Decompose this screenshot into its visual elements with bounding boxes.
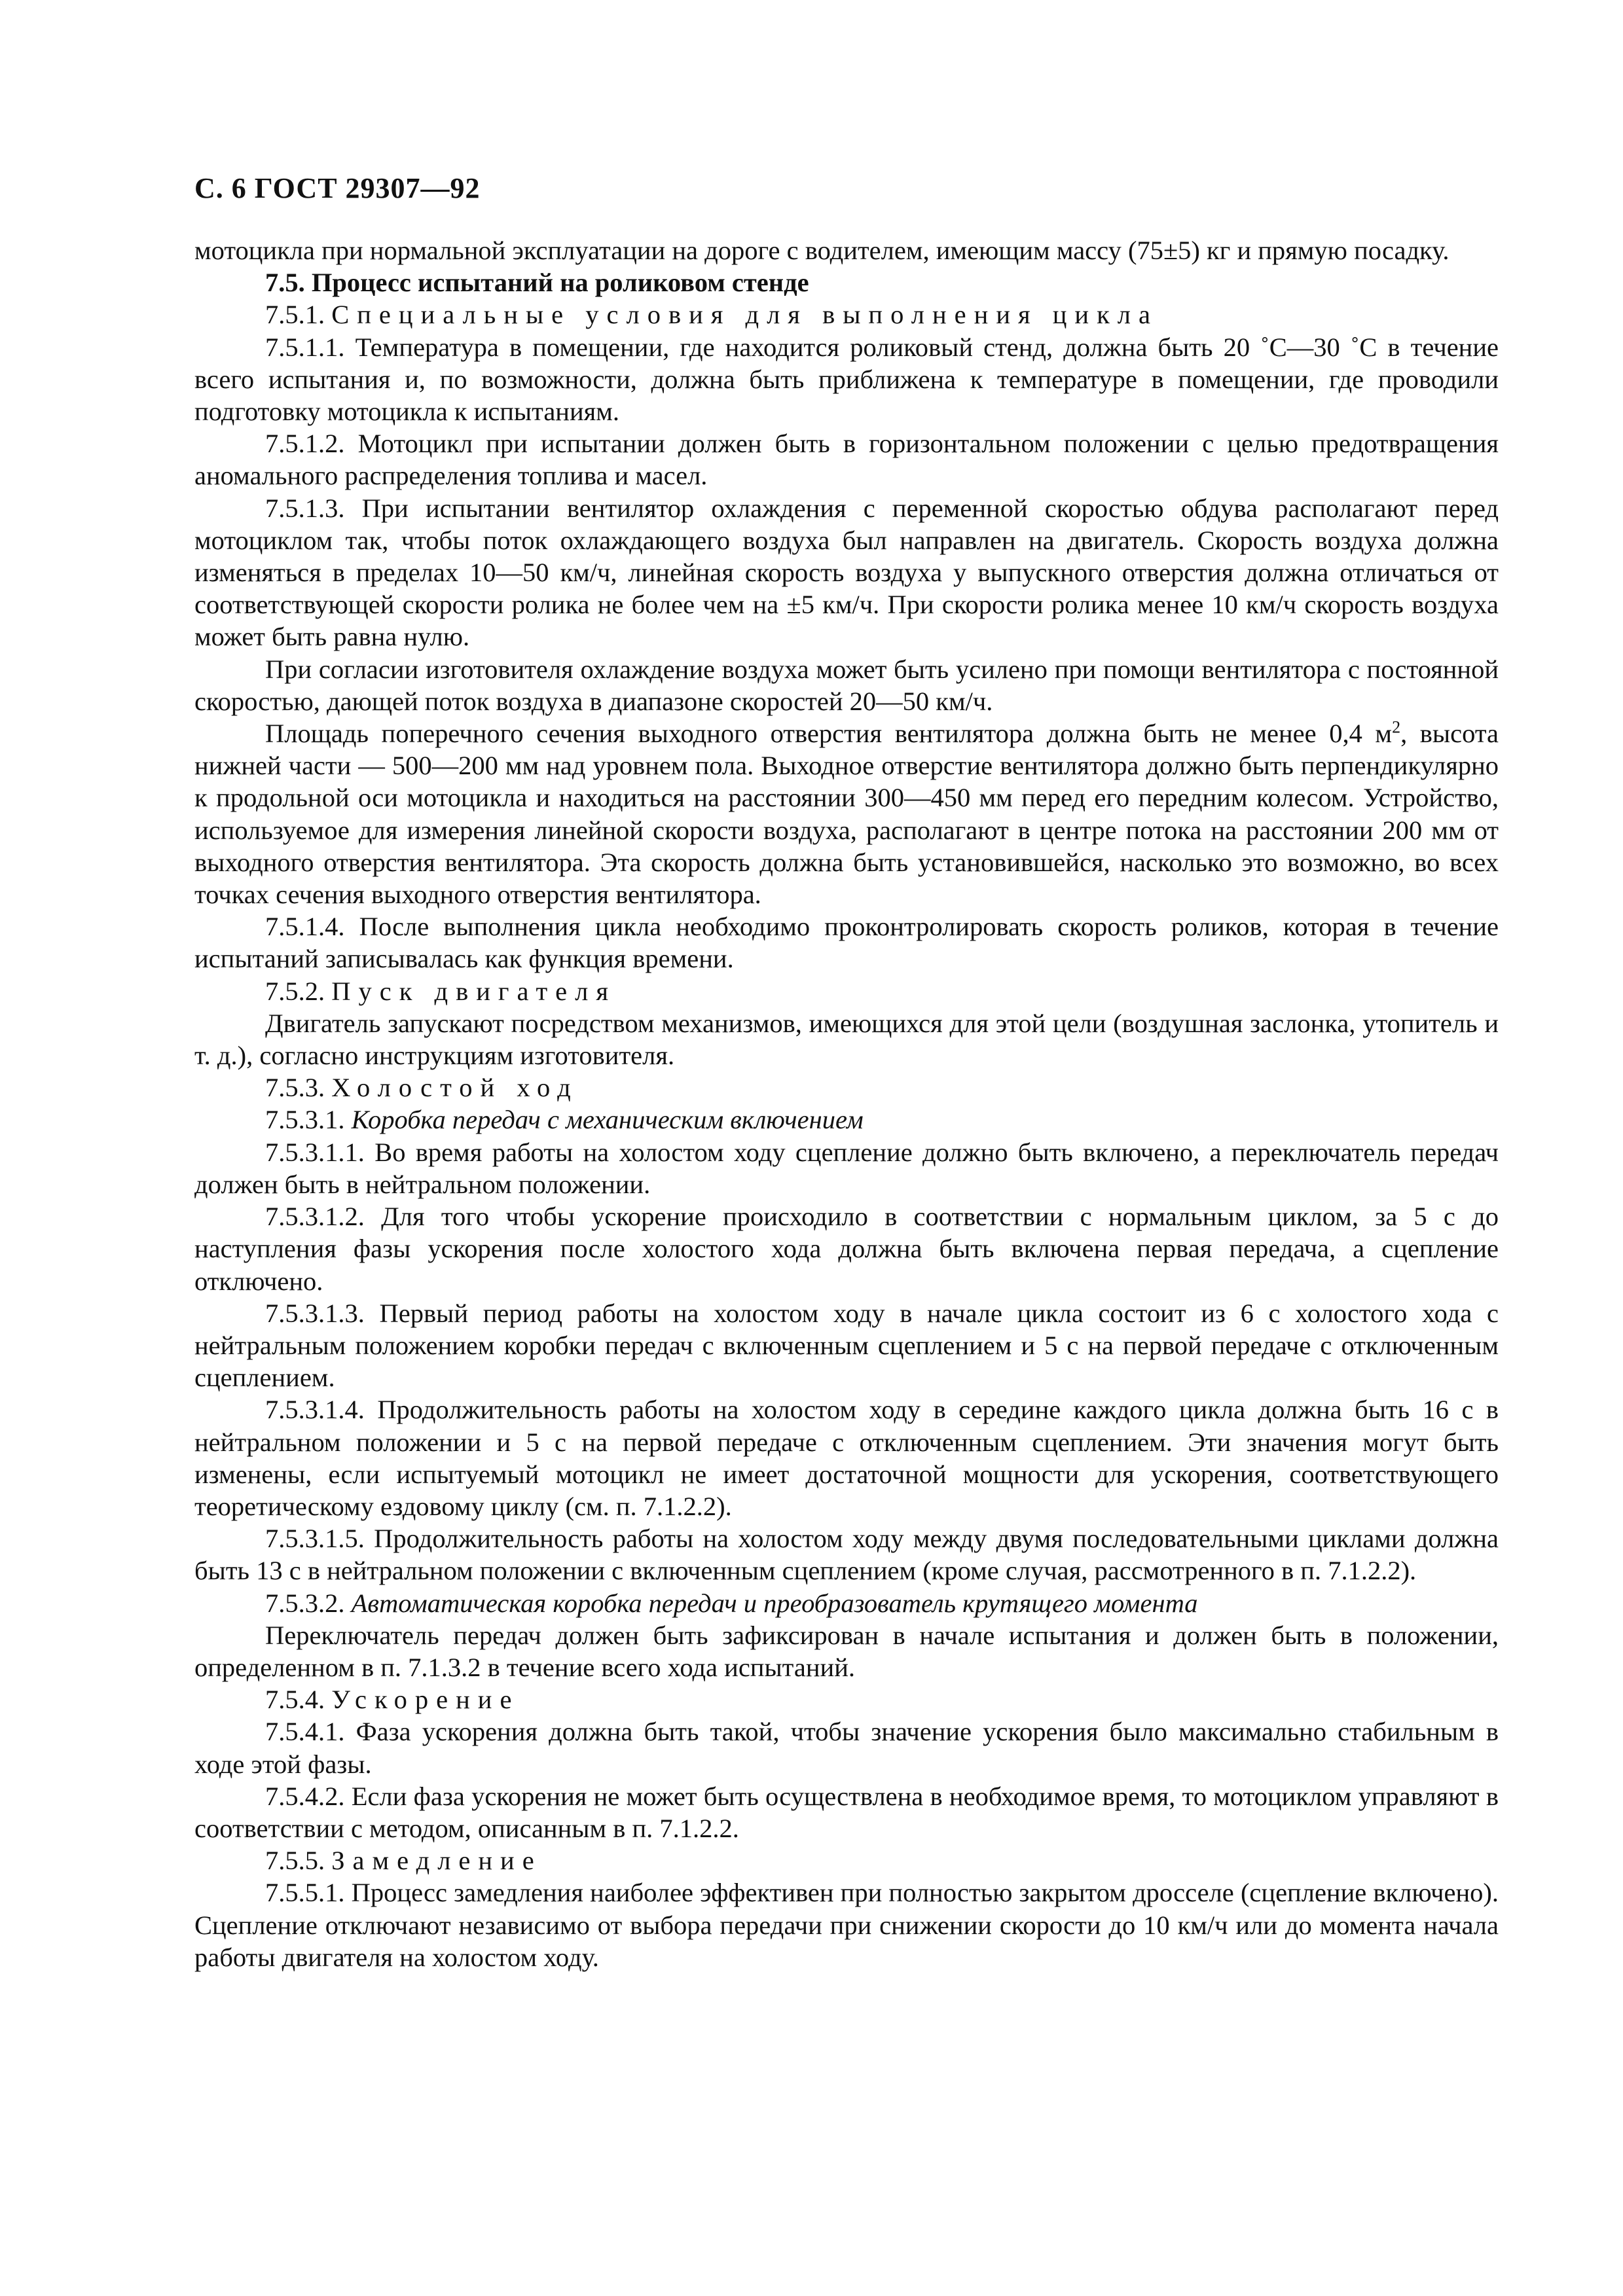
paragraph-7-5-3-1-3: 7.5.3.1.3. Первый период работы на холостом ходу в начале цикла состоит из 6 с холостого хода с нейтральным положением коробки передач с включенным сцеплением и 5 с на первой передаче с отключенным сцеплением. [194,1298,1499,1393]
paragraph-7-5-1-3: 7.5.1.3. При испытании вентилятор охлаждения с переменной скоростью обдува располагают перед мотоциклом так, чтобы поток охлаждающего воздуха был направлен на двигатель. Скорость воздуха должна изменяться в пределах 10—50 км/ч, линейная скорость воздуха у выпускного отверстия должна отличаться от соответствующей скорости ролика не более чем на ±5 км/ч. При скорости ролика менее 10 км/ч скорость воздуха может быть равна нулю. [194,493,1499,652]
section-heading-7-5-3-1 [194,1103,1499,1136]
section-title: Ускорение [331,1685,520,1715]
paragraph-7-5-4-1: 7.5.4.1. Фаза ускорения должна быть такой, чтобы значение ускорения было максимально стабильным в ходе этой фазы. [194,1717,1499,1779]
section-number: 7.5.1. [265,300,325,330]
paragraph-7-5-1-3-b: При согласии изготовителя охлаждение воздуха может быть усилено при помощи вентилятора с постоянной скоростью, дающей поток воздуха в диапазоне скоростей 20—50 км/ч. [194,654,1499,716]
section-number: 7.5.5. [265,1846,325,1876]
section-heading-7-5: 7.5. Процесс испытаний на роликовом стенде [265,268,809,298]
section-heading-7-5-1 [194,298,1499,331]
section-heading-7-5-5 [194,1844,1499,1876]
section-heading-7-5-4 [194,1683,1499,1715]
paragraph-7-5-1-1: 7.5.1.1. Температура в помещении, где находится роликовый стенд, должна быть 20 ˚С—30 ˚С в течение всего испытания и, по возможности, должна быть приближена к температуре в помещении, где проводили подготовку мотоцикла к испытаниям. [194,332,1499,427]
page-header: С. 6 ГОСТ 29307—92 [194,172,481,204]
section-title: Замедление [331,1846,542,1876]
superscript: 2 [1392,717,1401,737]
section-title: Специальные условия для выполнения цикла [331,300,1158,330]
paragraph-text: Площадь поперечного сечения выходного отверстия вентилятора должна быть не менее 0,4 м [265,719,1393,749]
paragraph-7-5-4-2: 7.5.4.2. Если фаза ускорения не может быть осуществлена в необходимое время, то мотоциклом управляют в соответствии с методом, описанным в п. 7.1.2.2. [194,1781,1499,1843]
section-number: 7.5.3.2. [265,1588,345,1618]
paragraph-7-5-5-1: 7.5.5.1. Процесс замедления наиболее эффективен при полностью закрытом дросселе (сцепление включено). Сцепление отключают независимо от выбора передачи при снижении скорости до 10 км/ч или до момента начала работы двигателя на холостом ходу. [194,1878,1499,1972]
paragraph-7-5-1-3-c [194,717,1499,910]
section-title: Холостой ход [331,1073,579,1103]
paragraph-7-5-1-4: 7.5.1.4. После выполнения цикла необходимо проконтролировать скорость роликов, которая в течение испытаний записывалась как функция времени. [194,912,1499,974]
paragraph-7-5-3-1-2: 7.5.3.1.2. Для того чтобы ускорение происходило в соответствии с нормальным циклом, за 5 с до наступления фазы ускорения после холостого хода должна быть включена первая передача, а сцепление отключено. [194,1202,1499,1296]
section-number: 7.5.3. [265,1073,325,1103]
section-number: 7.5.4. [265,1685,325,1715]
section-title: Автоматическая коробка передач и преобразователь крутящего момента [351,1588,1198,1618]
section-heading-7-5-3 [194,1071,1499,1103]
paragraph-7-5-3-1-5: 7.5.3.1.5. Продолжительность работы на холостом ходу между двумя последовательными циклами должна быть 13 с в нейтральном положении с включенным сцеплением (кроме случая, рассмотренного в п. 7.1.2.2). [194,1524,1499,1586]
document-body [194,234,1499,1973]
section-heading-7-5-2 [194,975,1499,1007]
paragraph-text: , высота нижней части — 500—200 мм над уровнем пола. Выходное отверстие вентилятора должно быть перпендикулярно к продольной оси мотоцикла и находиться на расстоянии 300—450 мм перед его передним колесом. Устройство, используемое для измерения линейной скорости воздуха, располагают в центре потока на расстоянии 200 мм от выходного отверстия вентилятора. Эта скорость должна быть установившейся, насколько это возможно, во всех точках сечения выходного отверстия вентилятора. [194,719,1499,910]
section-title: Пуск двигателя [331,976,616,1006]
paragraph-7-5-3-1-4: 7.5.3.1.4. Продолжительность работы на холостом ходу в середине каждого цикла должна быть 16 с в нейтральном положении и 5 с на первой передаче с отключенным сцеплением. Эти значения могут быть изменены, если испытуемый мотоцикл не имеет достаточной мощности для ускорения, соответствующего теоретическому ездовому циклу (см. п. 7.1.2.2). [194,1395,1499,1521]
paragraph-7-5-2: Двигатель запускают посредством механизмов, имеющихся для этой цели (воздушная заслонка, утопитель и т. д.), согласно инструкциям изготовителя. [194,1008,1499,1071]
section-number: 7.5.3.1. [265,1105,345,1135]
paragraph-7-5-3-1-1: 7.5.3.1.1. Во время работы на холостом ходу сцепление должно быть включено, а переключатель передач должен быть в нейтральном положении. [194,1137,1499,1199]
paragraph-7-5-3-2: Переключатель передач должен быть зафиксирован в начале испытания и должен быть в положении, определенном в п. 7.1.3.2 в течение всего хода испытаний. [194,1620,1499,1682]
paragraph-7-5-1-2: 7.5.1.2. Мотоцикл при испытании должен быть в горизонтальном положении с целью предотвращения аномального распределения топлива и масел. [194,429,1499,491]
paragraph-continuation: мотоцикла при нормальной эксплуатации на дороге с водителем, имеющим массу (75±5) кг и прямую посадку. [194,236,1450,265]
section-heading-7-5-3-2 [194,1587,1499,1619]
section-title: Коробка передач с механическим включением [351,1105,864,1135]
section-number: 7.5.2. [265,976,325,1006]
